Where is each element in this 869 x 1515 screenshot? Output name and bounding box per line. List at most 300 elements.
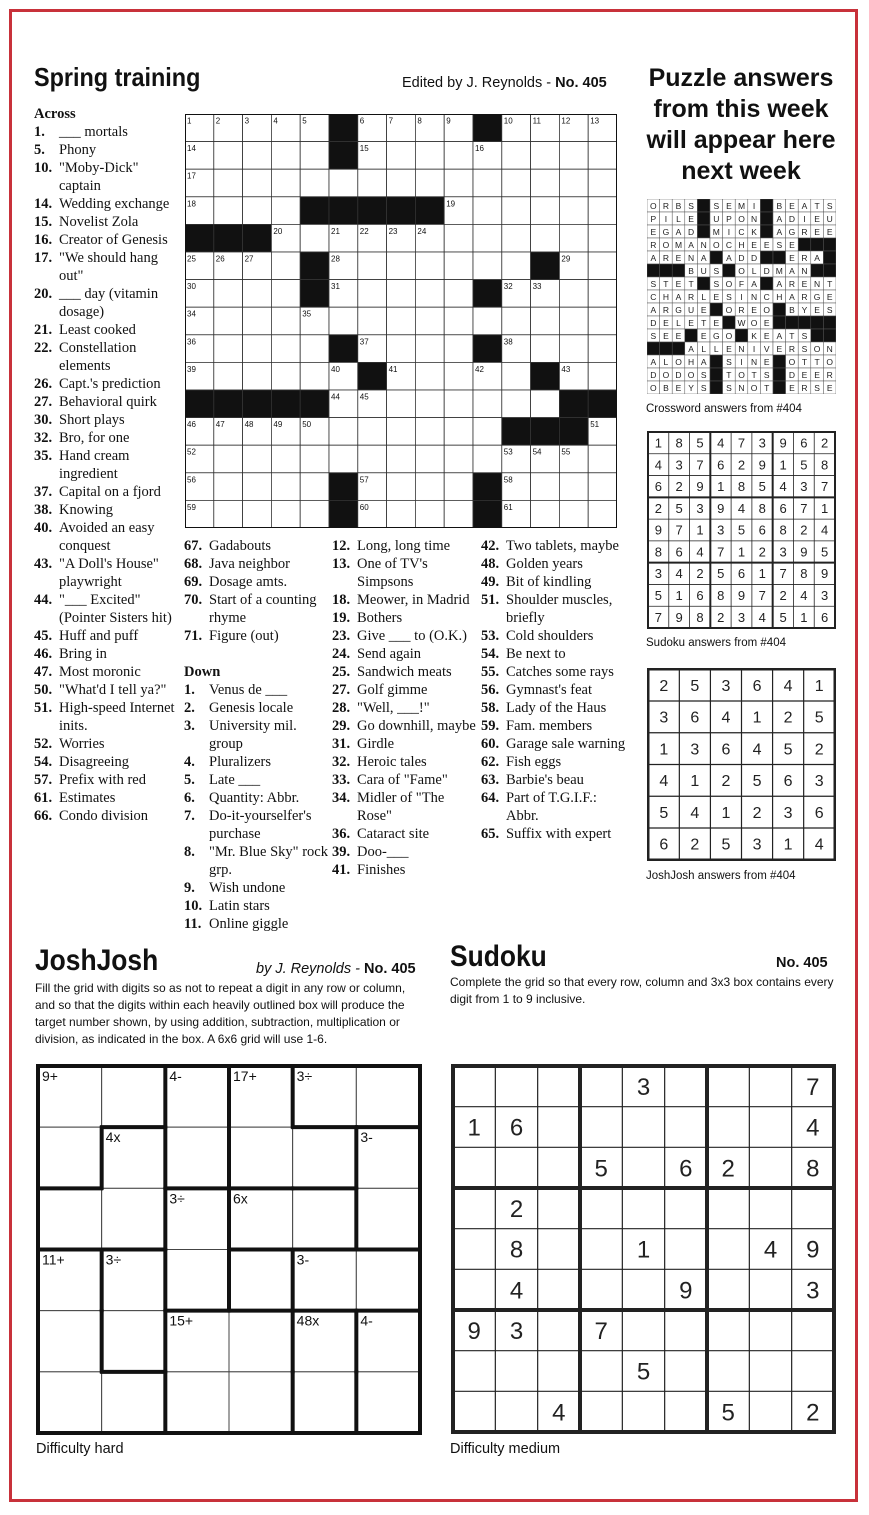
crossword-cell[interactable] [243, 307, 272, 335]
sudoku-digit[interactable]: 4 [763, 1236, 778, 1264]
clue-number: 29. [332, 718, 351, 734]
sudoku-digit[interactable]: 2 [721, 1155, 735, 1183]
answer-black-cell [798, 316, 811, 329]
crossword-cell[interactable] [502, 224, 531, 252]
crossword-cell[interactable] [243, 169, 272, 197]
crossword-cell[interactable] [300, 362, 329, 390]
crossword-black-cell [531, 252, 560, 280]
crossword-cell[interactable] [444, 169, 473, 197]
joshjosh-cage-label: 17+ [233, 1068, 257, 1084]
sudoku-number [776, 955, 828, 971]
clue-text: Hand cream ingredient [59, 448, 130, 482]
crossword-cell[interactable] [271, 197, 300, 225]
sudoku-digit[interactable]: 6 [679, 1155, 693, 1183]
crossword-cell[interactable] [387, 473, 416, 501]
crossword-cell[interactable] [387, 390, 416, 418]
crossword-cell[interactable] [415, 335, 444, 363]
joshjosh-cell[interactable] [356, 1372, 420, 1433]
crossword-cell[interactable] [300, 335, 329, 363]
crossword-cell[interactable] [444, 418, 473, 446]
answer-letter: B [675, 201, 682, 212]
answer-letter: D [751, 253, 758, 264]
crossword-cell[interactable] [214, 280, 243, 308]
sudoku-digit[interactable]: 7 [806, 1073, 820, 1101]
crossword-cell[interactable] [473, 418, 502, 446]
sudoku-answer-digit: 3 [717, 522, 725, 538]
crossword-cell[interactable] [300, 169, 329, 197]
crossword-cell-number: 40 [331, 364, 340, 374]
crossword-cell[interactable] [588, 169, 617, 197]
crossword-cell[interactable] [243, 280, 272, 308]
down-clue [332, 861, 480, 879]
crossword-cell[interactable] [502, 390, 531, 418]
sudoku-digit[interactable]: 2 [806, 1399, 820, 1427]
down-clue [481, 555, 627, 573]
across-clue [34, 393, 180, 411]
crossword-cell-number: 28 [331, 254, 340, 264]
crossword-cell[interactable] [415, 362, 444, 390]
joshjosh-cell[interactable] [229, 1372, 293, 1433]
answer-letter: K [751, 227, 757, 238]
crossword-cell-number: 9 [446, 116, 451, 126]
crossword-cell[interactable] [271, 445, 300, 473]
joshjosh-answer-digit: 1 [752, 709, 762, 727]
crossword-cell[interactable] [243, 362, 272, 390]
sudoku-digit[interactable]: 5 [636, 1358, 651, 1386]
crossword-cell-number: 17 [187, 171, 196, 181]
crossword-cell[interactable] [588, 197, 617, 225]
joshjosh-cell[interactable] [165, 1250, 229, 1311]
joshjosh-cell[interactable] [38, 1311, 102, 1372]
joshjosh-answer-digit: 1 [659, 741, 669, 759]
sudoku-digit[interactable]: 9 [679, 1277, 693, 1305]
answer-letter: S [776, 240, 783, 251]
answer-letter: E [751, 240, 757, 251]
across-clues-cont [184, 537, 330, 933]
joshjosh-cell[interactable] [102, 1066, 166, 1127]
down-clue [184, 753, 330, 771]
joshjosh-cell[interactable] [293, 1372, 357, 1433]
crossword-cell[interactable] [214, 307, 243, 335]
crossword-cell[interactable] [588, 473, 617, 501]
sudoku-digit[interactable]: 3 [636, 1073, 651, 1101]
crossword-cell[interactable] [444, 252, 473, 280]
crossword-cell[interactable] [358, 252, 387, 280]
crossword-cell[interactable] [358, 169, 387, 197]
answer-letter: O [750, 383, 758, 394]
answer-letter: H [662, 292, 669, 303]
crossword-cell[interactable] [243, 500, 272, 528]
answer-black-cell [811, 238, 824, 251]
answer-letter: H [776, 292, 783, 303]
clue-number: 33. [332, 772, 351, 788]
answer-letter: S [763, 370, 770, 381]
answer-black-cell [773, 368, 786, 381]
sudoku-answer-digit: 9 [758, 457, 766, 473]
sudoku-digit[interactable]: 4 [552, 1399, 566, 1427]
crossword-cell[interactable] [214, 169, 243, 197]
sudoku-digit[interactable]: 9 [806, 1236, 820, 1264]
crossword-cell[interactable] [415, 473, 444, 501]
crossword-cell[interactable] [531, 390, 560, 418]
answer-letter: E [751, 305, 757, 316]
crossword-cell[interactable] [358, 445, 387, 473]
crossword-cell[interactable] [531, 142, 560, 170]
clue-text: Garage sale warning [506, 736, 626, 752]
crossword-cell[interactable] [473, 390, 502, 418]
joshjosh-cell[interactable] [38, 1372, 102, 1433]
crossword-cell[interactable] [531, 335, 560, 363]
sudoku-digit[interactable]: 8 [806, 1155, 820, 1183]
answer-black-cell [735, 329, 748, 342]
crossword-cell[interactable] [588, 500, 617, 528]
crossword-cell[interactable] [243, 473, 272, 501]
sudoku-answer-digit: 6 [779, 500, 787, 516]
clue-text: Barbie's beau [506, 772, 584, 788]
crossword-cell[interactable] [214, 500, 243, 528]
clue-number: 44. [34, 592, 53, 608]
crossword-cell[interactable] [243, 445, 272, 473]
clue-text: Gymnast's feat [506, 682, 592, 698]
crossword-cell[interactable] [214, 473, 243, 501]
crossword-cell[interactable] [502, 362, 531, 390]
joshjosh-cell[interactable] [102, 1188, 166, 1249]
joshjosh-cell[interactable] [229, 1250, 293, 1311]
crossword-cell[interactable] [588, 445, 617, 473]
crossword-cell[interactable] [473, 224, 502, 252]
crossword-cell[interactable] [243, 142, 272, 170]
crossword-cell[interactable] [387, 169, 416, 197]
sudoku-digit[interactable]: 3 [806, 1277, 820, 1305]
sudoku-answer-digit: 1 [717, 479, 725, 495]
clue-number: 57. [34, 772, 53, 788]
joshjosh-answer-digit: 3 [690, 741, 700, 759]
crossword-cell[interactable] [559, 280, 588, 308]
clue-text: Estimates [59, 790, 116, 806]
crossword-cell[interactable] [271, 335, 300, 363]
answer-letter: A [700, 357, 707, 368]
crossword-cell[interactable] [214, 197, 243, 225]
sudoku-digit[interactable]: 4 [509, 1277, 524, 1305]
answer-letter: S [700, 370, 707, 381]
answer-letter: S [726, 292, 732, 303]
joshjosh-cell[interactable] [38, 1188, 102, 1249]
crossword-cell[interactable] [559, 335, 588, 363]
crossword-cell[interactable] [588, 280, 617, 308]
crossword-cell[interactable] [214, 142, 243, 170]
crossword-cell[interactable] [300, 473, 329, 501]
sudoku-answer-digit: 8 [800, 566, 808, 582]
crossword-cell[interactable] [300, 500, 329, 528]
clue-number: 30. [34, 412, 53, 428]
sudoku-answer-digit: 5 [696, 435, 704, 451]
clue-number: 8. [184, 844, 195, 860]
clue-number: 15. [34, 214, 53, 230]
sudoku-answer-digit: 1 [800, 609, 808, 625]
crossword-cell[interactable] [415, 252, 444, 280]
answer-letter: A [814, 253, 820, 264]
sudoku-digit[interactable]: 9 [467, 1317, 481, 1345]
joshjosh-answer-digit: 6 [814, 804, 824, 822]
crossword-cell[interactable] [502, 169, 531, 197]
crossword-cell[interactable] [415, 418, 444, 446]
joshjosh-cell[interactable] [293, 1127, 357, 1188]
crossword-cell-number: 15 [359, 144, 369, 154]
sudoku-answer-digit: 5 [800, 457, 808, 473]
crossword-cell[interactable] [415, 280, 444, 308]
crossword-cell[interactable] [329, 418, 358, 446]
clue-text: Fish eggs [506, 754, 562, 770]
crossword-cell[interactable] [387, 418, 416, 446]
joshjosh-cell[interactable] [102, 1311, 166, 1372]
clue-text: Part of T.G.I.F.: Abbr. [506, 790, 597, 824]
crossword-cell[interactable] [214, 335, 243, 363]
crossword-cell[interactable] [415, 500, 444, 528]
clue-number: 65. [481, 826, 500, 842]
crossword-cell[interactable] [444, 142, 473, 170]
answer-black-cell [697, 199, 710, 212]
crossword-cell[interactable] [588, 224, 617, 252]
sudoku-answer-digit: 6 [654, 479, 663, 495]
crossword-cell[interactable] [502, 252, 531, 280]
answer-letter: N [738, 344, 745, 355]
crossword-cell[interactable] [358, 418, 387, 446]
clue-number: 40. [34, 520, 53, 536]
sudoku-digit[interactable]: 6 [509, 1114, 524, 1142]
crossword-cell[interactable] [473, 307, 502, 335]
down-clue [332, 591, 480, 609]
clue-number: 54. [34, 754, 53, 770]
clue-number: 1. [34, 124, 45, 140]
answer-letter: E [663, 331, 669, 342]
sudoku-answer-digit: 2 [779, 588, 787, 604]
joshjosh-cell[interactable] [356, 1188, 420, 1249]
crossword-cell[interactable] [444, 445, 473, 473]
crossword-cell[interactable] [559, 224, 588, 252]
clue-text: Figure (out) [209, 628, 279, 644]
sudoku-digit[interactable]: 4 [806, 1114, 820, 1142]
crossword-cell[interactable] [559, 197, 588, 225]
crossword-cell[interactable] [243, 197, 272, 225]
crossword-cell[interactable] [502, 197, 531, 225]
crossword-black-cell [473, 114, 502, 142]
clue-text: One of TV's Simpsons [357, 556, 428, 590]
crossword-cell[interactable] [329, 169, 358, 197]
joshjosh-cell[interactable] [165, 1127, 229, 1188]
crossword-cell[interactable] [444, 224, 473, 252]
answer-letter: E [826, 292, 833, 303]
answer-letter: O [649, 383, 657, 394]
clue-text: Heroic tales [357, 754, 427, 770]
across-heading: Across [34, 106, 76, 122]
clue-text: Knowing [59, 502, 113, 518]
sudoku-digit[interactable]: 2 [509, 1195, 524, 1223]
crossword-cell[interactable] [415, 307, 444, 335]
across-clue [34, 249, 180, 285]
crossword-cell[interactable] [588, 335, 617, 363]
crossword-cell[interactable] [559, 473, 588, 501]
crossword-cell[interactable] [329, 445, 358, 473]
clue-number: 69. [184, 574, 203, 590]
across-clue [34, 375, 180, 393]
sudoku-answer-digit: 8 [654, 544, 663, 560]
crossword-cell[interactable] [473, 252, 502, 280]
crossword-black-cell [243, 390, 272, 418]
answer-letter: M [674, 240, 683, 251]
crossword-cell[interactable] [271, 280, 300, 308]
crossword-cell-number: 47 [215, 420, 225, 430]
answer-letter: T [701, 318, 707, 329]
crossword-cell[interactable] [415, 142, 444, 170]
clue-number: 5. [34, 142, 45, 158]
clue-number: 66. [34, 808, 53, 824]
crossword-cell[interactable] [502, 142, 531, 170]
answer-black-cell [672, 264, 685, 277]
answer-letter: O [725, 331, 733, 342]
crossword-cell[interactable] [214, 445, 243, 473]
crossword-cell[interactable] [531, 500, 560, 528]
crossword-cell[interactable] [559, 142, 588, 170]
crossword-cell[interactable] [473, 197, 502, 225]
crossword-cell[interactable] [444, 473, 473, 501]
crossword-cell[interactable] [588, 307, 617, 335]
crossword-cell-number: 6 [359, 116, 365, 126]
crossword-cell[interactable] [329, 307, 358, 335]
crossword-cell[interactable] [588, 362, 617, 390]
crossword-cell[interactable] [473, 169, 502, 197]
crossword-cell[interactable] [502, 307, 531, 335]
answer-letter: D [688, 227, 695, 238]
joshjosh-cell[interactable] [229, 1127, 293, 1188]
crossword-cell[interactable] [444, 390, 473, 418]
clue-number: 28. [332, 700, 351, 716]
clue-text: Behavioral quirk [59, 394, 157, 410]
crossword-cell[interactable] [588, 252, 617, 280]
crossword-cell[interactable] [559, 307, 588, 335]
crossword-cell[interactable] [559, 169, 588, 197]
crossword-cell[interactable] [300, 224, 329, 252]
crossword-cell[interactable] [271, 307, 300, 335]
crossword-cell[interactable] [531, 307, 560, 335]
crossword-cell[interactable] [271, 169, 300, 197]
crossword-cell[interactable] [358, 280, 387, 308]
crossword-cell[interactable] [271, 142, 300, 170]
crossword-cell[interactable] [444, 280, 473, 308]
crossword-cell[interactable] [271, 473, 300, 501]
answer-letter: I [664, 214, 668, 225]
answer-letter: T [688, 279, 694, 290]
joshjosh-cell[interactable] [356, 1250, 420, 1311]
crossword-cell[interactable] [271, 252, 300, 280]
crossword-cell[interactable] [387, 142, 416, 170]
crossword-cell[interactable] [415, 169, 444, 197]
crossword-cell[interactable] [473, 445, 502, 473]
crossword-cell[interactable] [214, 362, 243, 390]
joshjosh-answer-digit: 2 [752, 804, 762, 822]
sudoku-answer-digit: 6 [717, 457, 725, 473]
answer-letter: R [738, 305, 745, 316]
answer-letter: S [650, 279, 657, 290]
crossword-cell[interactable] [387, 280, 416, 308]
crossword-cell-number: 30 [187, 282, 196, 292]
crossword-cell[interactable] [415, 445, 444, 473]
crossword-cell[interactable] [588, 142, 617, 170]
crossword-cell[interactable] [387, 500, 416, 528]
clue-number: 50. [34, 682, 53, 698]
crossword-cell[interactable] [387, 307, 416, 335]
sudoku-answer-digit: 8 [758, 500, 766, 516]
joshjosh-cell[interactable] [38, 1127, 102, 1188]
crossword-cell-number: 31 [331, 282, 340, 292]
answer-letter: T [751, 370, 757, 381]
crossword-cell[interactable] [387, 445, 416, 473]
joshjosh-cell[interactable] [165, 1372, 229, 1433]
sudoku-digit[interactable]: 5 [594, 1155, 608, 1183]
joshjosh-answer-digit: 1 [690, 773, 700, 791]
answer-black-cell [660, 264, 673, 277]
sudoku-answer-digit: 2 [654, 500, 663, 516]
sudoku-digit[interactable]: 3 [509, 1317, 524, 1345]
crossword-cell[interactable] [531, 224, 560, 252]
joshjosh-answer-digit: 4 [690, 804, 700, 822]
clue-text: Meower, in Madrid [357, 592, 470, 608]
crossword-cell[interactable] [531, 473, 560, 501]
crossword-cell[interactable] [387, 335, 416, 363]
sudoku-digit[interactable]: 1 [636, 1236, 651, 1264]
crossword-cell[interactable] [271, 500, 300, 528]
crossword-cell[interactable] [243, 335, 272, 363]
joshjosh-cell[interactable] [229, 1311, 293, 1372]
crossword-cell[interactable] [444, 500, 473, 528]
crossword-cell[interactable] [300, 142, 329, 170]
crossword-cell[interactable] [358, 307, 387, 335]
clue-text: Do-it-yourselfer's purchase [209, 808, 312, 842]
answer-letter: E [789, 201, 795, 212]
sudoku-answer-digit: 5 [654, 588, 663, 604]
joshjosh-cell[interactable] [102, 1372, 166, 1433]
crossword-cell[interactable] [300, 445, 329, 473]
sudoku-digit[interactable]: 8 [509, 1236, 524, 1264]
answer-black-cell [710, 303, 723, 316]
clue-text: "A Doll's House" playwright [59, 556, 159, 590]
clue-number: 64. [481, 790, 500, 806]
joshjosh-cell[interactable] [293, 1188, 357, 1249]
answer-black-cell [710, 251, 723, 264]
crossword-cell[interactable] [444, 335, 473, 363]
sudoku-digit[interactable]: 7 [594, 1317, 608, 1345]
sudoku-digit[interactable]: 1 [467, 1114, 481, 1142]
sudoku-digit[interactable]: 5 [721, 1399, 735, 1427]
crossword-cell[interactable] [387, 252, 416, 280]
crossword-cell[interactable] [559, 500, 588, 528]
clue-text: "Moby-Dick" captain [59, 160, 139, 194]
crossword-black-cell [300, 197, 329, 225]
crossword-cell[interactable] [444, 362, 473, 390]
crossword-cell[interactable] [531, 197, 560, 225]
sudoku-answer-digit: 9 [737, 588, 746, 604]
crossword-cell[interactable] [415, 390, 444, 418]
crossword-cell-number: 34 [187, 309, 196, 319]
joshjosh-cell[interactable] [356, 1066, 420, 1127]
across-clue [34, 591, 180, 627]
crossword-cell-number: 26 [215, 254, 225, 264]
crossword-cell[interactable] [444, 307, 473, 335]
joshjosh-difficulty: Difficulty hard [36, 1441, 124, 1457]
answer-black-cell [798, 238, 811, 251]
sudoku-answer-digit: 4 [800, 588, 808, 604]
crossword-cell[interactable] [271, 362, 300, 390]
crossword-cell[interactable] [531, 169, 560, 197]
